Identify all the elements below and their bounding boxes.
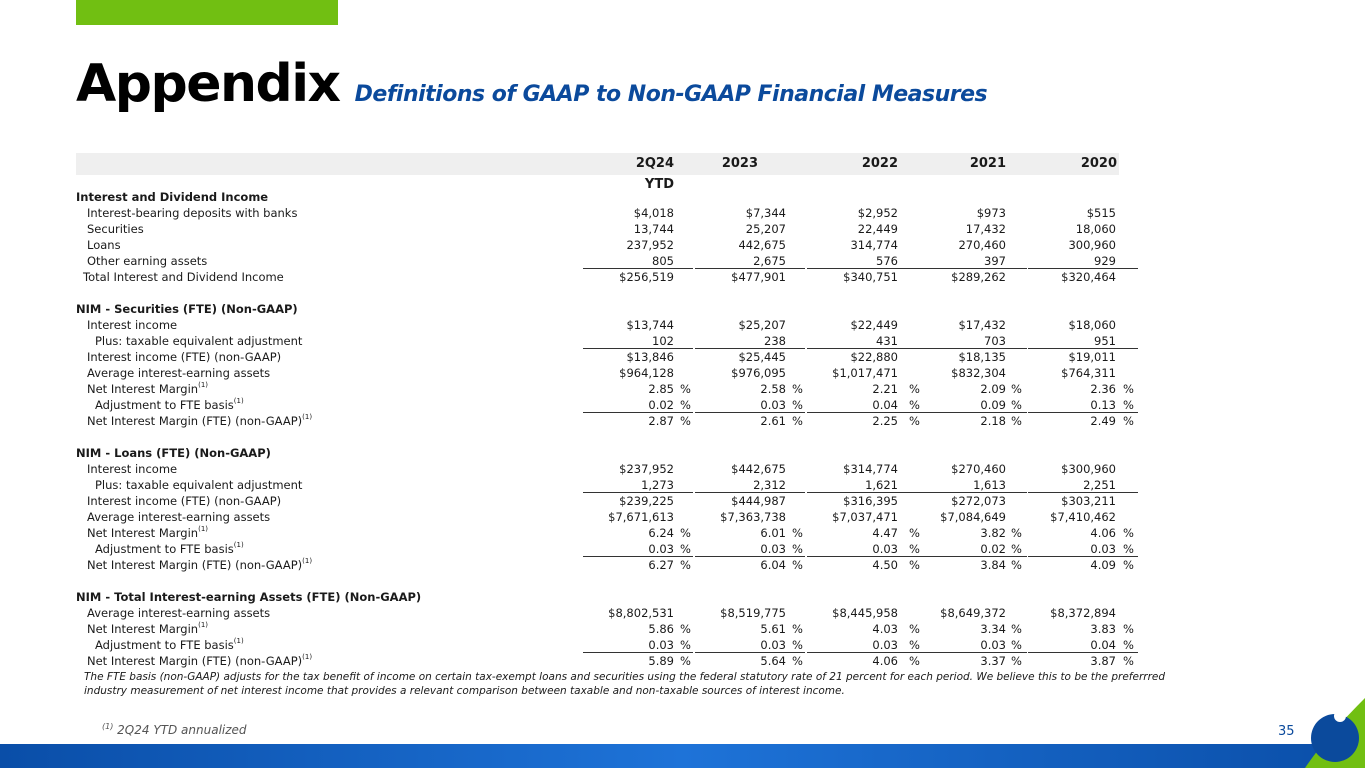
table-row xyxy=(76,509,1136,525)
cell-2q24: 13,744 xyxy=(633,222,674,236)
percent-sign: % xyxy=(792,398,803,412)
percent-sign: % xyxy=(1123,526,1134,540)
cell-2020: 2,251 xyxy=(1083,478,1116,492)
cell-2020: $19,011 xyxy=(1068,350,1116,364)
cell-2023: $25,445 xyxy=(738,350,786,364)
ampersand-logo-icon xyxy=(1285,688,1365,768)
footnote-ref: (1) xyxy=(302,653,313,661)
table-row xyxy=(76,381,1136,397)
cell-2q24: $7,671,613 xyxy=(608,510,674,524)
cell-2022: $314,774 xyxy=(843,462,898,476)
cell-2021: $270,460 xyxy=(951,462,1006,476)
row-label: Interest income (FTE) (non-GAAP) xyxy=(87,350,282,364)
table-body xyxy=(76,189,1136,669)
cell-2023: 0.03 xyxy=(760,542,786,556)
section-label: NIM - Securities (FTE) (Non-GAAP) xyxy=(76,302,298,316)
cell-2022: 576 xyxy=(876,254,898,268)
percent-sign: % xyxy=(1011,398,1022,412)
row-label: Interest income xyxy=(87,462,178,476)
cell-2q24: 237,952 xyxy=(626,238,674,252)
cell-2021: 3.37 xyxy=(980,654,1006,668)
section-label: NIM - Total Interest-earning Assets (FTE) (Non-GAAP) xyxy=(76,590,422,604)
cell-2021: 0.03 xyxy=(980,638,1006,652)
cell-2023: $7,363,738 xyxy=(720,510,786,524)
row-label: Average interest-earning assets xyxy=(87,510,271,524)
cell-2022: $1,017,471 xyxy=(832,366,898,380)
cell-2q24: 0.02 xyxy=(648,398,674,412)
cell-2023: 0.03 xyxy=(760,398,786,412)
cell-2020: 2.49 xyxy=(1090,414,1116,428)
cell-2022: 431 xyxy=(876,334,898,348)
cell-2q24: 805 xyxy=(652,254,674,268)
row-label: Loans xyxy=(87,238,121,252)
ytd-row xyxy=(76,175,1136,192)
cell-2020: $18,060 xyxy=(1068,318,1116,332)
section-header-row xyxy=(76,589,1136,605)
row-label: Securities xyxy=(87,222,144,236)
row-label: Net Interest Margin$^{(1)}$ xyxy=(87,381,209,396)
cell-2022: 4.47 xyxy=(872,526,898,540)
cell-2021: 270,460 xyxy=(958,238,1006,252)
cell-2020: $515 xyxy=(1086,206,1116,220)
cell-2021: $289,262 xyxy=(951,270,1006,284)
row-label: Net Interest Margin (FTE) (non-GAAP)$^{(1)}$ xyxy=(87,653,313,668)
percent-sign: % xyxy=(680,526,691,540)
cell-2q24: $237,952 xyxy=(619,462,674,476)
percent-sign: % xyxy=(1123,654,1134,668)
col-header-2021: 2021 xyxy=(969,156,1006,171)
cell-2022: 1,621 xyxy=(865,478,898,492)
percent-sign: % xyxy=(909,542,920,556)
percent-sign: % xyxy=(909,398,920,412)
cell-2023: 5.61 xyxy=(760,622,786,636)
cell-2021: 0.02 xyxy=(980,542,1006,556)
table-row xyxy=(76,413,1136,429)
percent-sign: % xyxy=(1123,558,1134,572)
percent-sign: % xyxy=(1011,638,1022,652)
cell-2023: 2,312 xyxy=(753,478,786,492)
cell-2023: 0.03 xyxy=(760,638,786,652)
row-label: Net Interest Margin$^{(1)}$ xyxy=(87,621,209,636)
percent-sign: % xyxy=(792,638,803,652)
footnote-ref: (1) xyxy=(233,541,244,549)
cell-2q24: $13,846 xyxy=(626,350,674,364)
cell-2021: $7,084,649 xyxy=(940,510,1006,524)
cell-2020: $300,960 xyxy=(1061,462,1116,476)
footnote-ref: (1) xyxy=(198,621,209,629)
cell-2020: 4.06 xyxy=(1090,526,1116,540)
section-label: Interest and Dividend Income xyxy=(76,190,269,204)
row-label: Adjustment to FTE basis$^{(1)}$ xyxy=(95,637,244,652)
cell-2q24: $239,225 xyxy=(619,494,674,508)
cell-2022: 4.06 xyxy=(872,654,898,668)
percent-sign: % xyxy=(1123,542,1134,556)
cell-2020: $303,211 xyxy=(1061,494,1116,508)
col-header-2022: 2022 xyxy=(861,156,898,171)
percent-sign: % xyxy=(1011,558,1022,572)
cell-2021: 703 xyxy=(984,334,1006,348)
cell-2020: 300,960 xyxy=(1068,238,1116,252)
footnote-ref: (1) xyxy=(233,637,244,645)
cell-2q24: 1,273 xyxy=(641,478,674,492)
table-row xyxy=(76,493,1136,509)
section-label: NIM - Loans (FTE) (Non-GAAP) xyxy=(76,446,271,460)
cell-2023: 25,207 xyxy=(745,222,786,236)
cell-2020: $7,410,462 xyxy=(1050,510,1116,524)
cell-2021: 0.09 xyxy=(980,398,1006,412)
percent-sign: % xyxy=(1011,414,1022,428)
cell-2022: $316,395 xyxy=(843,494,898,508)
cell-2020: 3.87 xyxy=(1090,654,1116,668)
cell-2021: $272,073 xyxy=(951,494,1006,508)
col-header-2020: 2020 xyxy=(1080,156,1117,171)
percent-sign: % xyxy=(1123,398,1134,412)
cell-2023: $976,095 xyxy=(731,366,786,380)
percent-sign: % xyxy=(680,622,691,636)
table-row xyxy=(76,221,1136,237)
cell-2021: 17,432 xyxy=(965,222,1006,236)
cell-2022: 2.21 xyxy=(872,382,898,396)
cell-2q24: $4,018 xyxy=(633,206,674,220)
footnote-text: 2Q24 YTD annualized xyxy=(117,723,247,737)
row-label: Interest income (FTE) (non-GAAP) xyxy=(87,494,282,508)
cell-2022: 0.03 xyxy=(872,638,898,652)
cell-2020: $320,464 xyxy=(1061,270,1116,284)
page-title: Appendix xyxy=(76,54,340,114)
cell-2q24: $256,519 xyxy=(619,270,674,284)
percent-sign: % xyxy=(909,526,920,540)
cell-2023: 6.04 xyxy=(760,558,786,572)
cell-2q24: $13,744 xyxy=(626,318,674,332)
percent-sign: % xyxy=(792,542,803,556)
cell-2023: 6.01 xyxy=(760,526,786,540)
footnote-marker: (1) xyxy=(102,722,114,731)
percent-sign: % xyxy=(680,398,691,412)
cell-2021: 3.82 xyxy=(980,526,1006,540)
cell-2023: $8,519,775 xyxy=(720,606,786,620)
cell-2022: 4.50 xyxy=(872,558,898,572)
cell-2023: $444,987 xyxy=(731,494,786,508)
table-row xyxy=(76,637,1136,653)
cell-2021: $8,649,372 xyxy=(940,606,1006,620)
cell-2020: 0.04 xyxy=(1090,638,1116,652)
cell-2022: $22,880 xyxy=(850,350,898,364)
cell-2020: 951 xyxy=(1094,334,1116,348)
cell-2021: 3.84 xyxy=(980,558,1006,572)
cell-2023: 238 xyxy=(764,334,786,348)
cell-2022: $2,952 xyxy=(857,206,898,220)
table-row xyxy=(76,317,1136,333)
cell-2020: 4.09 xyxy=(1090,558,1116,572)
col-header-2q24: 2Q24 xyxy=(635,156,674,171)
section-header-row xyxy=(76,189,1136,205)
cell-2q24: 2.85 xyxy=(648,382,674,396)
footer-band xyxy=(0,744,1365,768)
table-row xyxy=(76,269,1136,285)
row-label: Adjustment to FTE basis$^{(1)}$ xyxy=(95,541,244,556)
percent-sign: % xyxy=(909,558,920,572)
cell-2023: $442,675 xyxy=(731,462,786,476)
percent-sign: % xyxy=(909,654,920,668)
cell-2021: 3.34 xyxy=(980,622,1006,636)
cell-2022: $22,449 xyxy=(850,318,898,332)
spacer-row xyxy=(76,573,1136,589)
page-number: 35 xyxy=(1278,724,1295,739)
cell-2023: 2,675 xyxy=(753,254,786,268)
table-row xyxy=(76,205,1136,221)
cell-2q24: $964,128 xyxy=(619,366,674,380)
row-label: Net Interest Margin$^{(1)}$ xyxy=(87,525,209,540)
percent-sign: % xyxy=(909,382,920,396)
cell-2021: $18,135 xyxy=(958,350,1006,364)
row-label: Net Interest Margin (FTE) (non-GAAP)$^{(1)}$ xyxy=(87,557,313,572)
cell-2022: $8,445,958 xyxy=(832,606,898,620)
financial-table xyxy=(76,153,1136,669)
table-row xyxy=(76,397,1136,413)
table-row xyxy=(76,237,1136,253)
cell-2023: 442,675 xyxy=(738,238,786,252)
table-row xyxy=(76,477,1136,493)
cell-2022: 4.03 xyxy=(872,622,898,636)
percent-sign: % xyxy=(680,542,691,556)
cell-2021: 2.09 xyxy=(980,382,1006,396)
cell-2q24: 0.03 xyxy=(648,638,674,652)
percent-sign: % xyxy=(1123,414,1134,428)
spacer-row xyxy=(76,429,1136,445)
cell-2021: 1,613 xyxy=(973,478,1006,492)
percent-sign: % xyxy=(680,414,691,428)
row-label: Plus: taxable equivalent adjustment xyxy=(95,478,303,492)
cell-2021: $17,432 xyxy=(958,318,1006,332)
table-row xyxy=(76,653,1136,669)
fte-note: The FTE basis (non-GAAP) adjusts for the tax benefit of income on certain tax-exempt loans and securities using the federal statutory rate of 21 percent for each period. We believe this to be the preferrred industry measurement of net interest income that provides a relevant comparison between taxable and non-taxable sources of interest income. xyxy=(84,671,1166,697)
cell-2021: $973 xyxy=(976,206,1006,220)
table-row xyxy=(76,253,1136,269)
table-row xyxy=(76,349,1136,365)
row-label: Interest income xyxy=(87,318,178,332)
cell-2022: 0.04 xyxy=(872,398,898,412)
footnote-ref: (1) xyxy=(302,413,313,421)
percent-sign: % xyxy=(792,414,803,428)
cell-2020: 2.36 xyxy=(1090,382,1116,396)
percent-sign: % xyxy=(909,622,920,636)
section-header-row xyxy=(76,445,1136,461)
percent-sign: % xyxy=(1011,382,1022,396)
percent-sign: % xyxy=(909,638,920,652)
percent-sign: % xyxy=(792,622,803,636)
spacer-row xyxy=(76,285,1136,301)
footnote-ref: (1) xyxy=(302,557,313,565)
table-row xyxy=(76,605,1136,621)
cell-2021: 397 xyxy=(984,254,1006,268)
percent-sign: % xyxy=(792,654,803,668)
table-row xyxy=(76,621,1136,637)
footnote xyxy=(102,722,247,737)
cell-2020: 929 xyxy=(1094,254,1116,268)
cell-2023: $7,344 xyxy=(745,206,786,220)
cell-2q24: 6.24 xyxy=(648,526,674,540)
row-label: Average interest-earning assets xyxy=(87,606,271,620)
cell-2q24: 5.86 xyxy=(648,622,674,636)
cell-2q24: 0.03 xyxy=(648,542,674,556)
table-row xyxy=(76,557,1136,573)
cell-2022: 314,774 xyxy=(850,238,898,252)
cell-2021: 2.18 xyxy=(980,414,1006,428)
row-label: Interest-bearing deposits with banks xyxy=(87,206,298,220)
percent-sign: % xyxy=(792,382,803,396)
cell-2023: $477,901 xyxy=(731,270,786,284)
table-row xyxy=(76,333,1136,349)
row-label: Plus: taxable equivalent adjustment xyxy=(95,334,303,348)
row-label: Total Interest and Dividend Income xyxy=(83,270,284,284)
cell-2q24: 5.89 xyxy=(648,654,674,668)
col-header-2023: 2023 xyxy=(721,156,758,171)
percent-sign: % xyxy=(1011,542,1022,556)
percent-sign: % xyxy=(792,558,803,572)
cell-2022: $340,751 xyxy=(843,270,898,284)
cell-2q24: $8,802,531 xyxy=(608,606,674,620)
percent-sign: % xyxy=(1123,622,1134,636)
cell-2022: 0.03 xyxy=(872,542,898,556)
table-row xyxy=(76,541,1136,557)
row-label: Net Interest Margin (FTE) (non-GAAP)$^{(1)}$ xyxy=(87,413,313,428)
percent-sign: % xyxy=(680,558,691,572)
footnote-ref: (1) xyxy=(233,397,244,405)
percent-sign: % xyxy=(1011,526,1022,540)
cell-2020: 3.83 xyxy=(1090,622,1116,636)
cell-2021: $832,304 xyxy=(951,366,1006,380)
cell-2022: $7,037,471 xyxy=(832,510,898,524)
percent-sign: % xyxy=(1011,654,1022,668)
cell-2022: 2.25 xyxy=(872,414,898,428)
row-label: Other earning assets xyxy=(87,254,208,268)
cell-2020: 18,060 xyxy=(1075,222,1116,236)
percent-sign: % xyxy=(680,638,691,652)
percent-sign: % xyxy=(1123,638,1134,652)
cell-2q24: 102 xyxy=(652,334,674,348)
table-row xyxy=(76,365,1136,381)
cell-2020: 0.13 xyxy=(1090,398,1116,412)
cell-2023: $25,207 xyxy=(738,318,786,332)
percent-sign: % xyxy=(1123,382,1134,396)
percent-sign: % xyxy=(680,382,691,396)
table-header xyxy=(76,153,1119,175)
section-header-row xyxy=(76,301,1136,317)
title-row xyxy=(76,54,987,114)
accent-bar xyxy=(76,0,338,25)
cell-2023: 2.58 xyxy=(760,382,786,396)
cell-2023: 2.61 xyxy=(760,414,786,428)
cell-2q24: 6.27 xyxy=(648,558,674,572)
percent-sign: % xyxy=(680,654,691,668)
cell-2022: 22,449 xyxy=(857,222,898,236)
page-subtitle: Definitions of GAAP to Non-GAAP Financial Measures xyxy=(354,82,988,107)
cell-2020: $8,372,894 xyxy=(1050,606,1116,620)
percent-sign: % xyxy=(909,414,920,428)
col-subheader-ytd: YTD xyxy=(644,177,674,192)
percent-sign: % xyxy=(792,526,803,540)
percent-sign: % xyxy=(1011,622,1022,636)
footnote-ref: (1) xyxy=(198,381,209,389)
cell-2020: $764,311 xyxy=(1061,366,1116,380)
cell-2023: 5.64 xyxy=(760,654,786,668)
table-row xyxy=(76,461,1136,477)
row-label: Adjustment to FTE basis$^{(1)}$ xyxy=(95,397,244,412)
row-label: Average interest-earning assets xyxy=(87,366,271,380)
cell-2q24: 2.87 xyxy=(648,414,674,428)
cell-2020: 0.03 xyxy=(1090,542,1116,556)
footnote-ref: (1) xyxy=(198,525,209,533)
table-row xyxy=(76,525,1136,541)
